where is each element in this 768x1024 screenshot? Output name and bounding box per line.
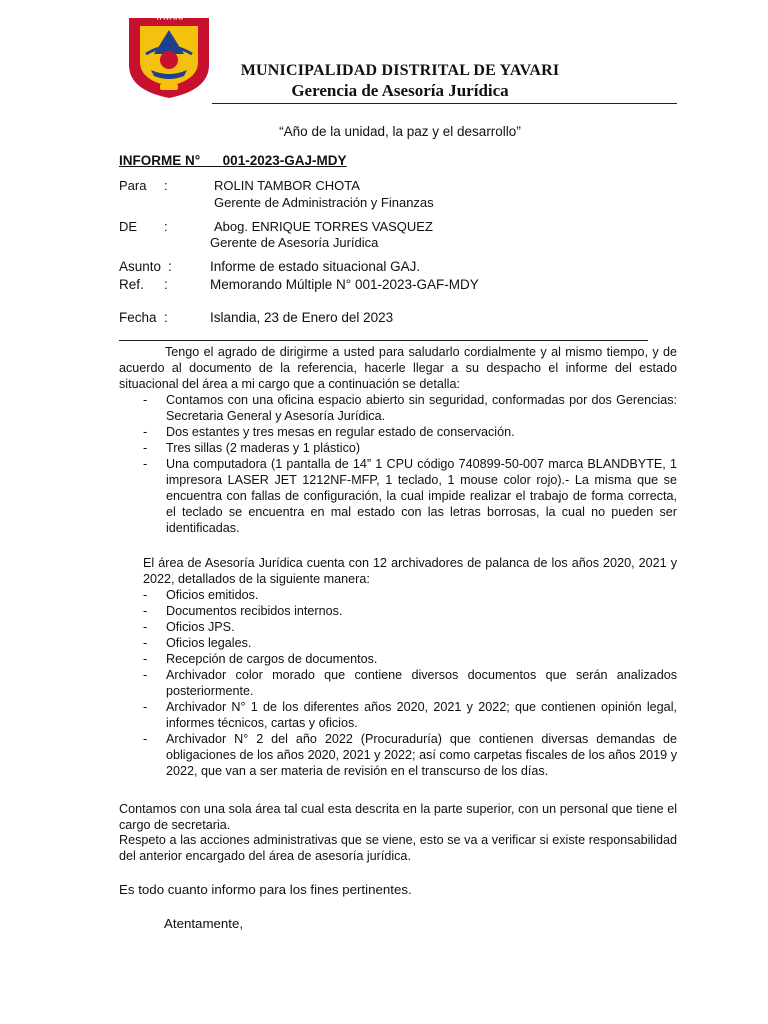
office-name: Gerencia de Asesoría Jurídica (291, 81, 509, 100)
asunto-value: Informe de estado situacional GAJ. (210, 259, 421, 274)
list-item: - Recepción de cargos de documentos. (138, 651, 677, 667)
archivadores-list (138, 587, 677, 779)
year-motto: “Año de la unidad, la paz y el desarrollo” (279, 124, 521, 139)
fecha-separator: : (164, 310, 168, 325)
para-separator: : (164, 178, 168, 193)
municipality-name: MUNICIPALIDAD DISTRITAL DE YAVARI (240, 62, 560, 79)
list-item: - Archivador color morado que contiene diversos documentos que serán analizados posteriormente. (138, 667, 677, 699)
fields-divider (119, 340, 648, 341)
list-item: - Documentos recibidos internos. (138, 603, 677, 619)
fecha-value: Islandia, 23 de Enero del 2023 (210, 310, 394, 325)
para-recipient-name: ROLIN TAMBOR CHOTA (214, 178, 360, 193)
ref-separator: : (164, 277, 168, 292)
fecha-label: Fecha (119, 310, 157, 325)
archivadores-intro: El área de Asesoría Jurídica cuenta con 12 archivadores de palanca de los años 2020, 2021 y 2022, detallados de la siguiente manera: (143, 556, 677, 586)
office-inventory-list (138, 392, 677, 536)
list-item: - Archivador N° 2 del año 2022 (Procuraduría) que contienen diversas demandas de obligaciones de los años 2020, 2021 y 2022; así como carpetas fiscales de los años 2019 y 2022, que van a ser materia de revisión en el transcurso de los días. (138, 731, 677, 779)
de-sender-role: Gerente de Asesoría Jurídica (210, 235, 379, 250)
de-sender-name: Abog. ENRIQUE TORRES VASQUEZ (214, 219, 433, 234)
ref-label: Ref. (119, 277, 144, 292)
municipal-crest-logo (124, 10, 214, 100)
de-separator: : (164, 219, 168, 234)
informe-number-line (119, 153, 346, 168)
intro-paragraph: Tengo el agrado de dirigirme a usted para saludarlo cordialmente y al mismo tiempo, y de acuerdo al documento de la referencia, hacerle llegar a su despacho el informe del estado situacional del área a mi cargo que a continuación se detalla: (119, 345, 677, 391)
asunto-separator: : (168, 259, 172, 274)
list-item: - Contamos con una oficina espacio abierto sin seguridad, conformadas por dos Gerencias: Secretaria General y Asesoría Jurídica. (138, 392, 677, 424)
closing-statement: Es todo cuanto informo para los fines pertinentes. (119, 882, 412, 897)
list-item: - Oficios legales. (138, 635, 677, 651)
para-label: Para (119, 178, 147, 193)
list-item: - Tres sillas (2 maderas y 1 plástico) (138, 440, 677, 456)
ref-value: Memorando Múltiple N° 001-2023-GAF-MDY (210, 277, 479, 292)
area-note-paragraph: Contamos con una sola área tal cual esta descrita en la parte superior, con un personal que tiene el cargo de secretaria. (119, 802, 677, 832)
header-divider (212, 103, 677, 104)
informe-label: INFORME N° (119, 153, 201, 168)
de-label: DE (119, 219, 138, 234)
svg-text:YAVARI: YAVARI (154, 12, 184, 22)
list-item: - Dos estantes y tres mesas en regular estado de conservación. (138, 424, 677, 440)
sign-off: Atentamente, (164, 916, 244, 931)
list-item: - Oficios JPS. (138, 619, 677, 635)
para-recipient-role: Gerente de Administración y Finanzas (214, 195, 434, 210)
informe-number: 001-2023-GAJ-MDY (222, 153, 347, 168)
asunto-label: Asunto (119, 259, 162, 274)
list-item: - Una computadora (1 pantalla de 14” 1 CPU código 740899-50-007 marca BLANDBYTE, 1 impresora LASER JET 1212NF-MFP, 1 teclado, 1 mouse color rojo).- La misma que se encuentra con fallas de configuración, la cual impide realizar el trabajo de forma correcta, el teclado se encuentra en mal estado con las letras borrosas, la cual no pueden ser identificadas. (138, 456, 677, 536)
list-item: - Archivador N° 1 de los diferentes años 2020, 2021 y 2022; que contienen opinión legal, informes técnicos, cartas y oficios. (138, 699, 677, 731)
list-item: - Oficios emitidos. (138, 587, 677, 603)
acciones-note-paragraph: Respeto a las acciones administrativas que se viene, esto se va a verificar si existe responsabilidad del anterior encargado del área de asesoría jurídica. (119, 833, 677, 863)
